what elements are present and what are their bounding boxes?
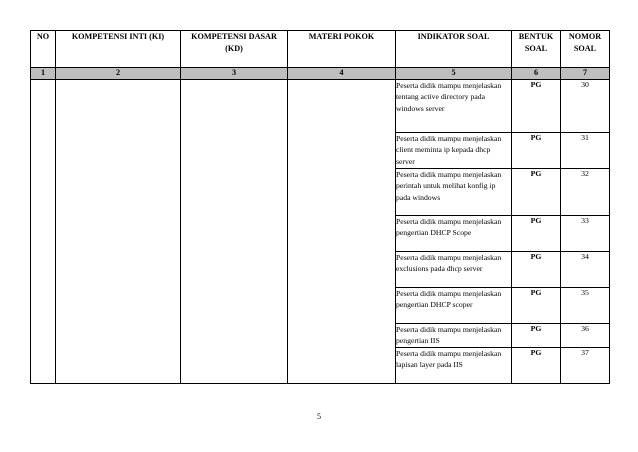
column-number: 6 (512, 68, 561, 80)
column-number: 4 (288, 68, 396, 80)
indikator-cell: Peserta didik mampu menjelaskan pengertian DHCP Scope (396, 216, 512, 252)
bentuk-cell: PG (512, 80, 561, 133)
bentuk-cell: PG (512, 169, 561, 216)
indikator-cell: Peserta didik mampu menjelaskan client meminta ip kepada dhcp server (396, 133, 512, 169)
bentuk-cell: PG (512, 252, 561, 288)
table-row (31, 80, 610, 133)
bentuk-cell: PG (512, 133, 561, 169)
ki-cell (56, 80, 181, 384)
indikator-cell: Peserta didik mampu menjelaskan pengertian DHCP scoper (396, 288, 512, 324)
header-materi: MATERI POKOK (288, 31, 396, 68)
nomor-cell: 34 (561, 252, 610, 288)
page-number: 5 (317, 412, 321, 421)
bentuk-cell: PG (512, 288, 561, 324)
nomor-cell: 31 (561, 133, 610, 169)
column-number-row (31, 68, 610, 80)
bentuk-cell: PG (512, 216, 561, 252)
indikator-cell: Peserta didik mampu menjelaskan pengertian IIS (396, 324, 512, 348)
nomor-cell: 33 (561, 216, 610, 252)
header-no: NO (31, 31, 56, 68)
header-nomor: NOMOR SOAL (561, 31, 610, 68)
bentuk-cell: PG (512, 348, 561, 384)
nomor-cell: 35 (561, 288, 610, 324)
kd-cell (181, 80, 288, 384)
nomor-cell: 30 (561, 80, 610, 133)
header-bentuk: BENTUK SOAL (512, 31, 561, 68)
materi-cell (288, 80, 396, 384)
header-ki: KOMPETENSI INTI (KI) (56, 31, 181, 68)
nomor-cell: 32 (561, 169, 610, 216)
column-number: 5 (396, 68, 512, 80)
column-number: 1 (31, 68, 56, 80)
column-number: 3 (181, 68, 288, 80)
indikator-cell: Peserta didik mampu menjelaskan lapisan layer pada IIS (396, 348, 512, 384)
indikator-cell: Peserta didik mampu menjelaskan tentang active directory pada windows server (396, 80, 512, 133)
no-cell (31, 80, 56, 384)
nomor-cell: 36 (561, 324, 610, 348)
header-row (31, 31, 610, 68)
indikator-cell: Peserta didik mampu menjelaskan exclusions pada dhcp server (396, 252, 512, 288)
column-number: 7 (561, 68, 610, 80)
column-number: 2 (56, 68, 181, 80)
bentuk-cell: PG (512, 324, 561, 348)
nomor-cell: 37 (561, 348, 610, 384)
header-kd: KOMPETENSI DASAR (KD) (181, 31, 288, 68)
header-indikator: INDIKATOR SOAL (396, 31, 512, 68)
indikator-cell: Peserta didik mampu menjelaskan perintah untuk melihat konfig ip pada windows (396, 169, 512, 216)
question-grid-table (30, 30, 610, 384)
